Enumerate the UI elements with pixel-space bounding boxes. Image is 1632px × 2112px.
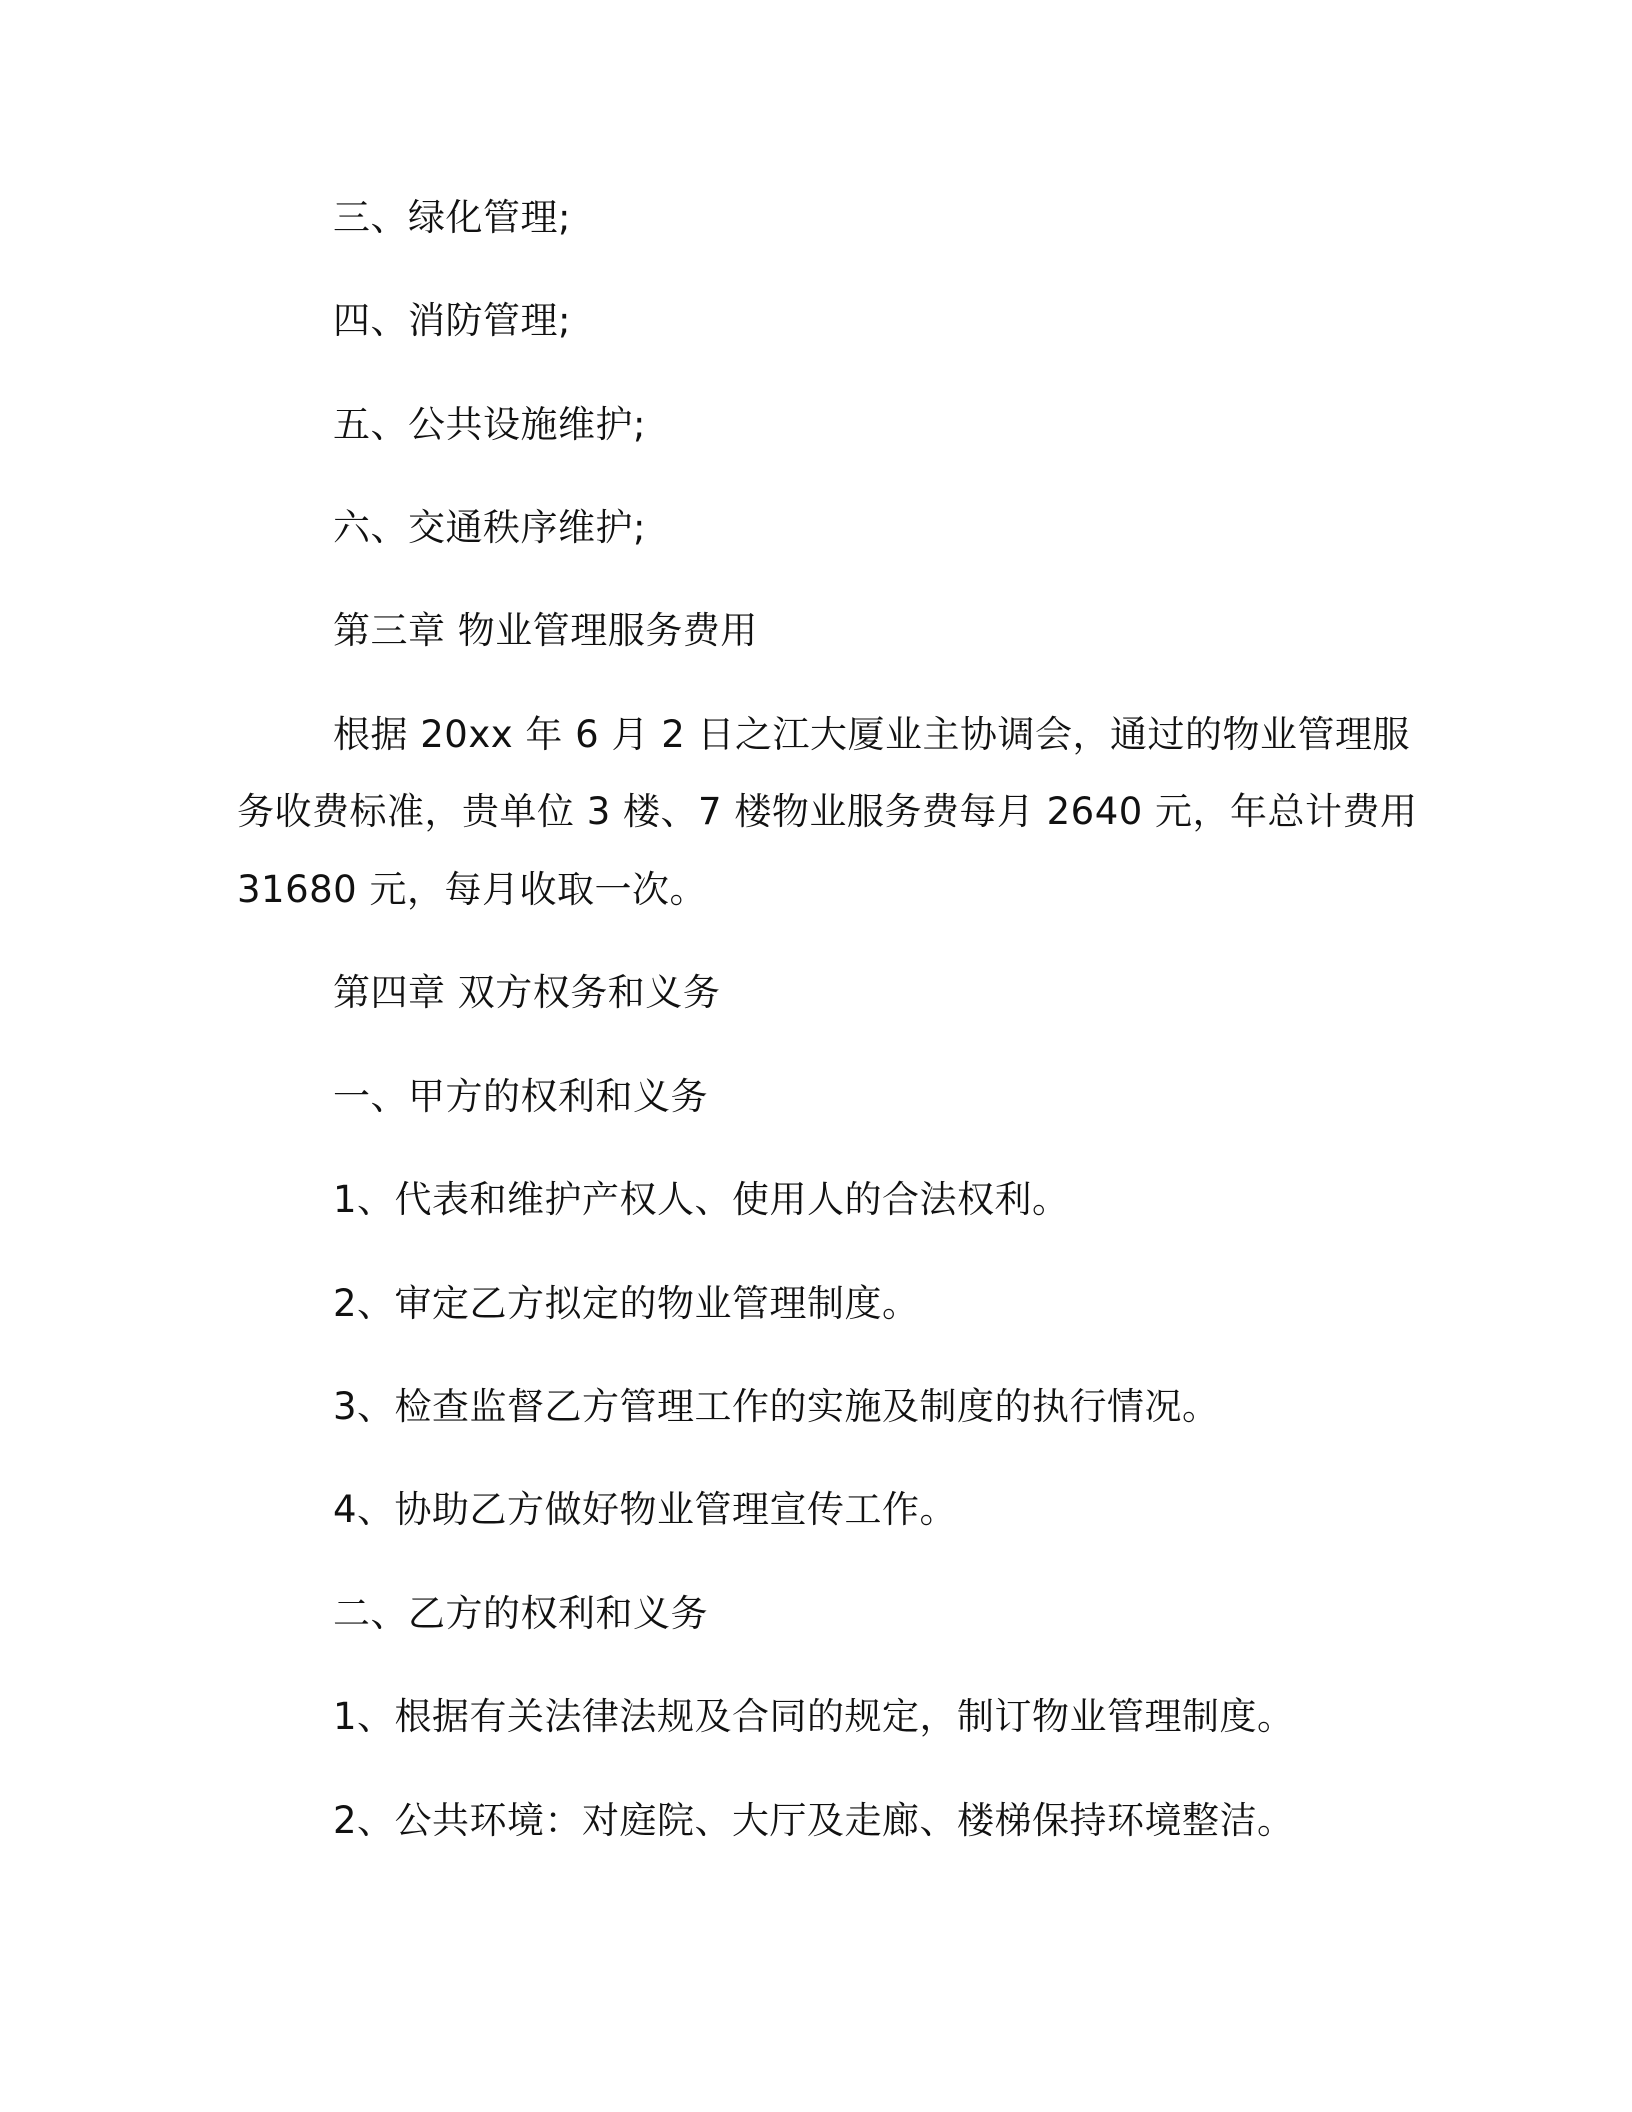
party-a-heading: 一、甲方的权利和义务 — [333, 1075, 708, 1118]
item-fire-control: 四、消防管理; — [333, 299, 571, 342]
fee-paragraph-line-2: 务收费标准，贵单位 3 楼、7 楼物业服务费每月 2640 元，年总计费用 — [237, 790, 1418, 833]
item-greening: 三、绿化管理; — [333, 196, 571, 239]
chapter-4-heading: 第四章 双方权务和义务 — [333, 971, 721, 1014]
party-a-item-2: 2、审定乙方拟定的物业管理制度。 — [333, 1282, 920, 1325]
fee-paragraph-line-3: 31680 元，每月收取一次。 — [237, 868, 707, 911]
party-b-item-2: 2、公共环境：对庭院、大厅及走廊、楼梯保持环境整洁。 — [333, 1799, 1295, 1842]
party-a-item-1: 1、代表和维护产权人、使用人的合法权利。 — [333, 1178, 1070, 1221]
party-b-item-1: 1、根据有关法律法规及合同的规定，制订物业管理制度。 — [333, 1695, 1295, 1738]
party-a-item-4: 4、协助乙方做好物业管理宣传工作。 — [333, 1488, 958, 1531]
item-public-facilities: 五、公共设施维护; — [333, 403, 646, 446]
party-a-item-3: 3、检查监督乙方管理工作的实施及制度的执行情况。 — [333, 1385, 1220, 1428]
chapter-3-heading: 第三章 物业管理服务费用 — [333, 609, 758, 652]
item-traffic-order: 六、交通秩序维护; — [333, 506, 646, 549]
party-b-heading: 二、乙方的权利和义务 — [333, 1592, 708, 1635]
fee-paragraph-line-1: 根据 20xx 年 6 月 2 日之江大厦业主协调会，通过的物业管理服 — [333, 713, 1411, 756]
